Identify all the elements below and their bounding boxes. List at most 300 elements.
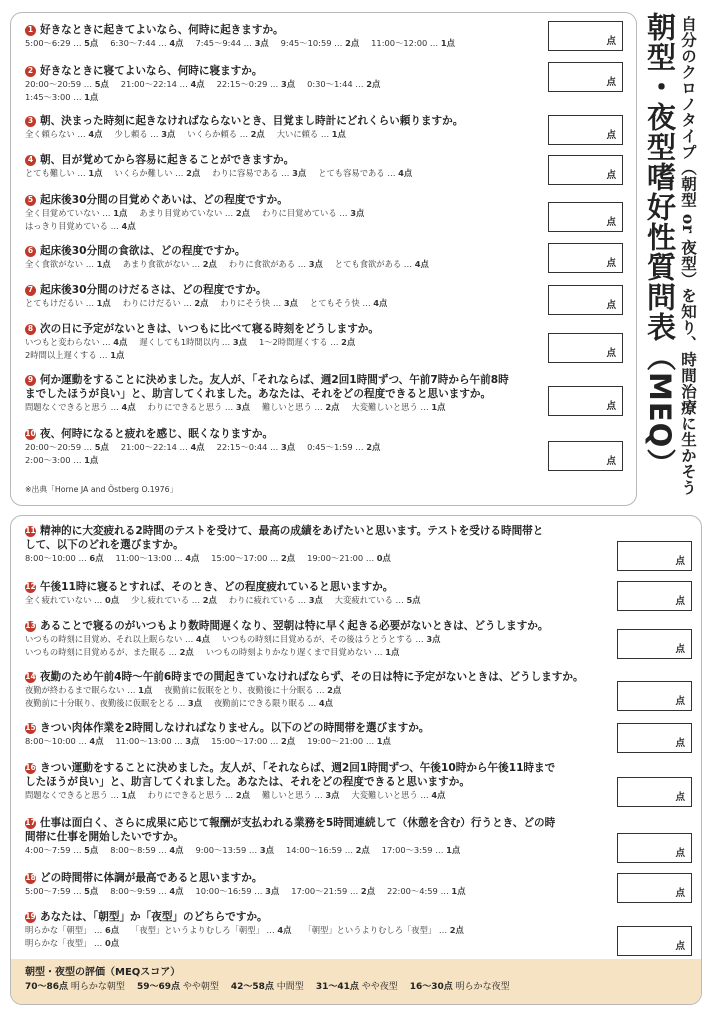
question-label: 夜勤のため午前4時〜午前6時までの間起きていなければならず、その日は特に予定がないときは、どうしますか。 <box>40 671 584 683</box>
option <box>371 38 455 48</box>
option-points: 0点 <box>104 595 120 605</box>
option <box>25 736 104 746</box>
option-label: 20:00〜20:59 … <box>25 79 95 89</box>
option-points: 1点 <box>440 38 455 48</box>
option-points: 2点 <box>250 129 265 139</box>
option-label: 4:00〜7:59 … <box>25 845 85 855</box>
option-points: 3点 <box>185 736 200 746</box>
option <box>25 337 127 347</box>
option-label: 夜勤が終わるまで眠らない … <box>25 685 139 695</box>
point-unit-label: 点 <box>675 792 685 803</box>
option-points: 2点 <box>202 595 217 605</box>
point-unit-label: 点 <box>606 401 616 412</box>
evaluation-type: やや夜型 <box>358 982 398 992</box>
option <box>25 38 98 48</box>
option-points: 3点 <box>161 129 176 139</box>
option-label: 少し頼る … <box>114 129 162 139</box>
option-points: 2点 <box>194 298 209 308</box>
option-points: 4点 <box>89 736 104 746</box>
question-item <box>25 524 543 565</box>
option-label: 1:45〜3:00 … <box>25 92 85 102</box>
option <box>139 337 247 347</box>
question-options <box>25 37 467 50</box>
option-label: わりにそう快 … <box>220 298 284 308</box>
question-item <box>25 244 441 271</box>
option-points: 3点 <box>325 790 340 800</box>
option-points: 3点 <box>187 698 202 708</box>
option <box>217 79 296 89</box>
score-input-box[interactable] <box>548 115 623 145</box>
question-label: きつい運動をすることに決めました。友人が、「それならば、週2回1時間ずつ、午後10時から午後11時まで <box>40 762 556 774</box>
option-label: 全く頼らない … <box>25 129 89 139</box>
score-input-box[interactable] <box>548 333 623 363</box>
option <box>217 442 296 452</box>
question-text <box>25 619 549 633</box>
point-unit-label: 点 <box>606 300 616 311</box>
evaluation-score-range: 31〜41点 <box>315 982 359 992</box>
option <box>25 886 98 896</box>
question-text <box>25 23 467 37</box>
question-number: 11 <box>25 526 36 535</box>
option <box>291 886 375 896</box>
question-options <box>25 646 549 659</box>
option <box>25 455 98 465</box>
option-points: 4点 <box>88 129 103 139</box>
option-points: 4点 <box>185 553 200 563</box>
question-text <box>25 871 478 885</box>
option <box>116 553 200 563</box>
option-label: 8:00〜10:00 … <box>25 736 90 746</box>
question-text-continued: 間帯に仕事を開始したいですか。 <box>25 831 184 843</box>
score-input-box[interactable] <box>548 386 623 416</box>
option-points: 1点 <box>84 455 99 465</box>
score-input-box[interactable] <box>548 243 623 273</box>
question-number: 5 <box>25 195 36 206</box>
option-points: 1点 <box>121 790 136 800</box>
option-points: 1点 <box>113 208 128 218</box>
question-item <box>25 670 584 710</box>
option-label: いくらか頼る … <box>187 129 251 139</box>
option-points: 4点 <box>121 402 136 412</box>
evaluation-item <box>25 982 125 992</box>
question-number: 16 <box>25 763 36 772</box>
option <box>25 595 119 605</box>
option-points: 1点 <box>446 845 461 855</box>
question-text <box>25 580 433 594</box>
question-label: 好きなときに寝てよいなら、何時に寝ますか。 <box>40 65 263 77</box>
option-points: 3点 <box>259 845 274 855</box>
option <box>277 129 346 139</box>
option-points: 2点 <box>345 38 360 48</box>
option-label: 21:00〜22:14 … <box>120 79 191 89</box>
question-options <box>25 401 509 414</box>
option <box>212 168 306 178</box>
option <box>110 845 183 855</box>
evaluation-item <box>137 982 219 992</box>
option-points: 3点 <box>283 298 298 308</box>
question-item <box>25 64 392 104</box>
option <box>262 790 339 800</box>
option <box>110 886 183 896</box>
score-input-box[interactable] <box>548 441 623 471</box>
option <box>164 685 341 695</box>
option-label: 難しいと思う … <box>261 790 326 800</box>
question-text <box>25 910 476 924</box>
option-points: 4点 <box>195 634 210 644</box>
question-text <box>25 761 555 775</box>
option-label: いつもの時刻よりかなり遅くまで目覚めない … <box>205 647 386 657</box>
option <box>195 38 268 48</box>
question-item <box>25 114 463 141</box>
option-label: とても容易である … <box>318 168 399 178</box>
score-input-box[interactable] <box>617 833 692 863</box>
question-number: 3 <box>25 116 36 127</box>
question-label: 朝、決まった時刻に起きなければならないとき、目覚まし時計にどれくらい頼りますか。 <box>40 115 464 127</box>
question-options <box>25 924 476 937</box>
question-options <box>25 207 376 220</box>
option-points: 4点 <box>398 168 413 178</box>
option-label: あまり食欲がない … <box>122 259 203 269</box>
option-label: いつもの時刻に目覚めるが、その後はうとうとする … <box>221 634 427 644</box>
question-text-continued: したほうが良い」と、助言してくれました。あなたは、それをどの程度できると思いますか。 <box>25 776 470 788</box>
option-label: 難しいと思う … <box>261 402 326 412</box>
option-points: 4点 <box>277 925 292 935</box>
option-label: 遅くしても1時間以内 … <box>139 337 233 347</box>
option <box>148 402 250 412</box>
option <box>310 298 387 308</box>
option-label: 大変難しいと思う … <box>351 402 432 412</box>
option-label: 15:00〜17:00 … <box>211 553 281 563</box>
option <box>114 168 200 178</box>
option <box>229 595 323 605</box>
option-label: 22:15〜0:44 … <box>216 442 281 452</box>
option <box>351 790 445 800</box>
option-label: 6:30〜7:44 … <box>110 38 170 48</box>
option <box>335 595 421 605</box>
option <box>25 129 102 139</box>
question-number: 18 <box>25 873 36 882</box>
page-title: 朝型・夜型嗜好性質問表（MEQ） <box>643 12 677 479</box>
option-points: 3点 <box>280 442 296 452</box>
option <box>131 925 291 935</box>
option <box>131 595 217 605</box>
question-text <box>25 64 392 78</box>
option <box>25 259 111 269</box>
option-points: 3点 <box>426 634 441 644</box>
questionnaire-panel-2 <box>10 515 702 1005</box>
question-number: 19 <box>25 912 36 921</box>
question-number: 15 <box>25 723 36 732</box>
option-label: わりに目覚めている … <box>261 208 351 218</box>
option <box>116 736 200 746</box>
option <box>229 259 323 269</box>
question-label: 午後11時に寝るとすれば、そのとき、どの程度疲れていると思いますか。 <box>40 581 394 593</box>
option <box>25 442 109 452</box>
option-label: とても難しい … <box>25 168 89 178</box>
option <box>195 886 279 896</box>
option <box>25 208 127 218</box>
evaluation-list <box>25 980 687 995</box>
question-options <box>25 258 441 271</box>
question-number: 7 <box>25 285 36 296</box>
option-label: 夜勤前に十分眠り、夜勤後に仮眠をとる … <box>25 698 188 708</box>
score-input-box[interactable] <box>617 926 692 956</box>
question-options <box>25 789 555 802</box>
score-input-box[interactable] <box>617 723 692 753</box>
option-points: 4点 <box>121 221 136 231</box>
question-options <box>25 844 555 857</box>
question-options <box>25 885 478 898</box>
option-label: 7:45〜9:44 … <box>195 38 255 48</box>
option-points: 2点 <box>179 647 194 657</box>
option-label: わりに容易である … <box>212 168 293 178</box>
option-points: 3点 <box>350 208 365 218</box>
score-input-box[interactable] <box>548 21 623 51</box>
option-label: 5:00〜7:59 … <box>25 886 85 896</box>
option <box>110 38 183 48</box>
evaluation-type: 明らかな朝型 <box>68 982 125 992</box>
option-points: 3点 <box>308 259 323 269</box>
score-input-box[interactable] <box>617 873 692 903</box>
option-points: 3点 <box>265 886 280 896</box>
question-text-continued: して、以下のどれを選びますか。 <box>25 539 184 551</box>
option-points: 5点 <box>84 886 99 896</box>
option-label: 5:00〜6:29 … <box>25 38 85 48</box>
score-input-box[interactable] <box>617 681 692 711</box>
option-points: 2点 <box>325 402 340 412</box>
question-label: 起床後30分間の目覚めぐあいは、どの程度ですか。 <box>40 194 288 206</box>
option <box>121 442 205 452</box>
question-number: 2 <box>25 66 36 77</box>
option <box>214 698 333 708</box>
question-label: 何か運動をすることに決めました。友人が、「それならば、週2回1時間ずつ、午前7時から午前8時 <box>40 374 509 386</box>
option-points: 0点 <box>376 553 391 563</box>
option-label: いくらか難しい … <box>114 168 187 178</box>
option-points: 1点 <box>451 886 466 896</box>
question-text <box>25 244 441 258</box>
option-label: 少し疲れている … <box>131 595 203 605</box>
option-label: 大変疲れている … <box>334 595 407 605</box>
question-label: 起床後30分間のけだるさは、どの程度ですか。 <box>40 284 267 296</box>
option-points: 6点 <box>104 925 120 935</box>
point-unit-label: 点 <box>675 888 685 899</box>
option <box>25 685 152 695</box>
option-points: 3点 <box>280 79 296 89</box>
score-input-box[interactable] <box>617 541 692 571</box>
question-label: 朝、目が覚めてから容易に起きることができますか。 <box>40 154 295 166</box>
score-input-box[interactable] <box>548 202 623 232</box>
option-label: 明らかな「夜型」 … <box>25 938 105 948</box>
option-label: 19:00〜21:00 … <box>307 736 377 746</box>
point-unit-label: 点 <box>675 941 685 952</box>
option-points: 5点 <box>84 38 99 48</box>
option-points: 2点 <box>449 925 464 935</box>
option-label: とても食欲がある … <box>334 259 415 269</box>
option-label: 全く食欲がない … <box>25 259 97 269</box>
question-number: 17 <box>25 818 36 827</box>
question-item <box>25 23 467 50</box>
option-points: 4点 <box>169 845 184 855</box>
question-options <box>25 684 584 697</box>
option-points: 2点 <box>280 736 296 746</box>
question-item <box>25 816 555 857</box>
score-input-box[interactable] <box>548 285 623 315</box>
option <box>307 442 380 452</box>
evaluation-item <box>410 982 510 992</box>
option-points: 2点 <box>202 259 217 269</box>
option-points: 5点 <box>94 442 109 452</box>
option <box>25 79 109 89</box>
evaluation-score-range: 70〜86点 <box>25 982 69 992</box>
option <box>25 925 119 935</box>
point-unit-label: 点 <box>606 456 616 467</box>
point-unit-label: 点 <box>675 556 685 567</box>
score-input-box[interactable] <box>617 629 692 659</box>
option <box>351 402 445 412</box>
option-label: わりにけだるい … <box>122 298 195 308</box>
score-input-box[interactable] <box>617 777 692 807</box>
option <box>25 350 124 360</box>
option-label: あまり目覚めていない … <box>139 208 236 218</box>
option-label: 9:00〜13:59 … <box>195 845 260 855</box>
option <box>303 925 463 935</box>
question-label: 好きなときに起きてよいなら、何時に起きますか。 <box>40 24 284 36</box>
option-label: 8:00〜8:59 … <box>110 845 170 855</box>
page-subtitle: 自分のクロノタイプ（朝型 or 夜型）を知り、時間治療に生かそう <box>679 16 698 496</box>
option-label: いつもの時刻に目覚め、それ以上眠らない … <box>25 634 196 644</box>
option-points: 4点 <box>190 79 205 89</box>
question-options <box>25 937 476 950</box>
question-label: 夜、何時になると疲れを感じ、眠くなりますか。 <box>40 428 274 440</box>
option <box>259 337 355 347</box>
option-label: いつもの時刻に目覚めるが、また眠る … <box>25 647 180 657</box>
evaluation-item <box>316 982 398 992</box>
question-number: 14 <box>25 672 36 681</box>
option-points: 6点 <box>89 553 104 563</box>
question-number: 8 <box>25 324 36 335</box>
option-label: 問題なくできると思う … <box>25 790 122 800</box>
option-label: 15:00〜17:00 … <box>211 736 281 746</box>
option-label: はっきり目覚めている … <box>25 221 122 231</box>
questionnaire-panel-1 <box>10 12 637 506</box>
option-points: 4点 <box>190 442 205 452</box>
question-text <box>25 114 463 128</box>
option <box>25 938 119 948</box>
point-unit-label: 点 <box>606 130 616 141</box>
option-points: 4点 <box>431 790 446 800</box>
question-number: 6 <box>25 246 36 257</box>
question-options <box>25 336 379 349</box>
option <box>25 845 98 855</box>
point-unit-label: 点 <box>606 217 616 228</box>
option-label: 8:00〜10:00 … <box>25 553 90 563</box>
score-input-box[interactable] <box>548 62 623 92</box>
option <box>25 553 104 563</box>
question-label: どの時間帯に体調が最高であると思いますか。 <box>40 872 263 884</box>
evaluation-type: 明らかな夜型 <box>452 982 510 992</box>
question-options <box>25 91 392 104</box>
evaluation-title: 朝型・夜型の評価（MEQスコア） <box>25 967 181 978</box>
evaluation-score-range: 42〜58点 <box>230 982 274 992</box>
option <box>148 790 250 800</box>
option <box>222 634 440 644</box>
option <box>206 647 400 657</box>
point-unit-label: 点 <box>675 738 685 749</box>
point-unit-label: 点 <box>675 596 685 607</box>
option-points: 1点 <box>110 350 125 360</box>
option-label: 17:00〜3:59 … <box>381 845 447 855</box>
option <box>114 129 175 139</box>
option-points: 2点 <box>280 553 296 563</box>
option-label: 夜勤前に仮眠をとり、夜勤後に十分眠る … <box>164 685 328 695</box>
option <box>25 698 202 708</box>
option-label: 11:00〜12:00 … <box>371 38 441 48</box>
option <box>307 79 380 89</box>
option-label: 8:00〜9:59 … <box>110 886 170 896</box>
question-item <box>25 193 376 233</box>
option-label: 19:00〜21:00 … <box>307 553 377 563</box>
question-number: 12 <box>25 582 36 591</box>
option-points: 3点 <box>235 402 250 412</box>
question-text <box>25 524 543 538</box>
option-points: 3点 <box>254 38 269 48</box>
question-number: 4 <box>25 155 36 166</box>
option <box>335 259 429 269</box>
option-points: 3点 <box>308 595 323 605</box>
option-points: 4点 <box>169 886 184 896</box>
option <box>25 168 102 178</box>
option-points: 5点 <box>94 79 109 89</box>
option-label: 全く疲れていない … <box>25 595 105 605</box>
option-label: 大いに頼る … <box>276 129 332 139</box>
point-unit-label: 点 <box>606 258 616 269</box>
option <box>220 298 297 308</box>
question-item <box>25 619 549 659</box>
option-points: 4点 <box>373 298 388 308</box>
option-label: わりにできると思う … <box>147 790 236 800</box>
score-input-box[interactable] <box>617 581 692 611</box>
question-item <box>25 761 555 802</box>
option <box>307 736 391 746</box>
option-points: 4点 <box>169 38 184 48</box>
option <box>139 208 250 218</box>
point-unit-label: 点 <box>675 848 685 859</box>
question-text <box>25 193 376 207</box>
option-label: 1〜2時間遅くする … <box>258 337 342 347</box>
evaluation-item <box>231 982 304 992</box>
option <box>25 790 136 800</box>
question-text <box>25 721 429 735</box>
option-label: 20:00〜20:59 … <box>25 442 95 452</box>
question-options <box>25 633 549 646</box>
question-text-continued: までしたほうが良い」と、助言してくれました。あなたは、それをどの程度できると思いますか。 <box>25 388 492 400</box>
question-label: 起床後30分間の食欲は、どの程度ですか。 <box>40 245 246 257</box>
evaluation-score-range: 59〜69点 <box>136 982 180 992</box>
question-label: 仕事は面白く、さらに成果に応じて報酬が支払われる業務を5時間連続して（休憩を含む）行うとき、どの時 <box>40 817 556 829</box>
option-points: 3点 <box>232 337 247 347</box>
option-label: 2:00〜3:00 … <box>25 455 85 465</box>
score-input-box[interactable] <box>548 155 623 185</box>
question-item <box>25 910 476 950</box>
option-points: 2点 <box>360 886 375 896</box>
point-unit-label: 点 <box>606 77 616 88</box>
option-points: 1点 <box>431 402 446 412</box>
option <box>211 553 295 563</box>
evaluation-score-range: 16〜30点 <box>409 982 453 992</box>
option <box>382 845 461 855</box>
option-points: 1点 <box>84 92 99 102</box>
option-label: 問題なくできると思う … <box>25 402 122 412</box>
